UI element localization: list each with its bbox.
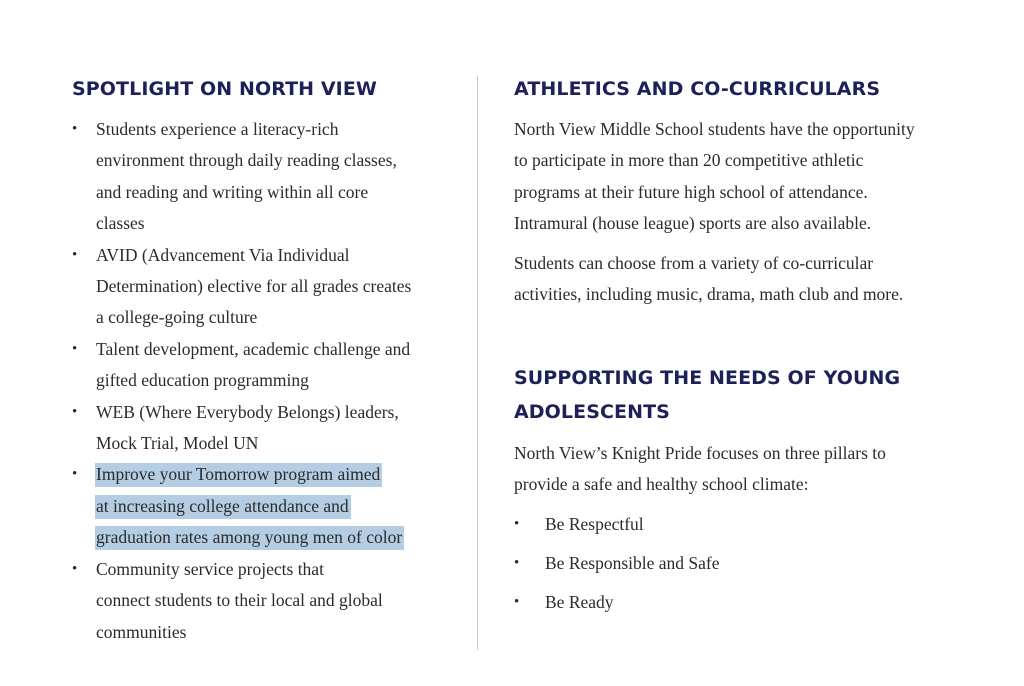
pillar-item bbox=[514, 509, 719, 539]
text-selection-highlight[interactable]: graduation rates among young men of color bbox=[95, 526, 404, 550]
list-item-line: environment through daily reading classes, bbox=[96, 150, 397, 171]
pillar-item bbox=[514, 587, 719, 617]
list-item bbox=[72, 114, 452, 240]
list-item bbox=[72, 240, 452, 334]
list-item-line: Talent development, academic challenge and bbox=[96, 338, 411, 359]
paragraph-line: to participate in more than 20 competitive athletic bbox=[514, 150, 864, 171]
athletics-heading: ATHLETICS AND CO-CURRICULARS bbox=[514, 78, 881, 100]
list-item-highlighted[interactable] bbox=[72, 459, 452, 553]
bullet-icon: • bbox=[514, 594, 520, 610]
heading-line: SUPPORTING THE NEEDS OF YOUNG bbox=[514, 367, 901, 389]
list-item-line: Determination) elective for all grades creates bbox=[96, 276, 412, 297]
list-item-line: connect students to their local and global bbox=[96, 590, 383, 611]
list-item-line: Students experience a literacy-rich bbox=[96, 119, 339, 139]
paragraph-line: provide a safe and healthy school climate: bbox=[514, 474, 809, 495]
list-item-line: communities bbox=[96, 621, 187, 642]
list-item-line[interactable] bbox=[96, 491, 452, 522]
bullet-icon: • bbox=[72, 560, 78, 577]
column-divider bbox=[477, 76, 478, 650]
athletics-paragraph-2 bbox=[514, 248, 903, 311]
list-item bbox=[72, 334, 452, 397]
supporting-heading bbox=[514, 361, 900, 429]
list-item-line: Community service projects that bbox=[96, 558, 324, 579]
spotlight-heading: SPOTLIGHT ON NORTH VIEW bbox=[72, 78, 377, 100]
pillar-item bbox=[514, 548, 719, 578]
list-item-line: a college-going culture bbox=[96, 307, 258, 328]
pillars-list bbox=[514, 509, 719, 626]
paragraph-line: Students can choose from a variety of co-curricular bbox=[514, 253, 874, 273]
paragraph-line: activities, including music, drama, math club and more. bbox=[514, 284, 904, 305]
spotlight-list bbox=[72, 114, 452, 648]
paragraph-line: programs at their future high school of attendance. bbox=[514, 181, 868, 202]
paragraph-line: Intramural (house league) sports are also available. bbox=[514, 213, 872, 234]
bullet-icon: • bbox=[72, 246, 78, 263]
list-item bbox=[72, 554, 452, 648]
heading-line: ADOLESCENTS bbox=[514, 401, 670, 423]
bullet-icon: • bbox=[72, 121, 78, 137]
paragraph-line: North View’s Knight Pride focuses on three pillars to bbox=[514, 443, 886, 463]
list-item-line[interactable] bbox=[96, 522, 452, 553]
list-item-line: Mock Trial, Model UN bbox=[96, 433, 259, 454]
list-item-line: WEB (Where Everybody Belongs) leaders, bbox=[96, 401, 399, 422]
paragraph-line: North View Middle School students have the opportunity bbox=[514, 119, 915, 139]
supporting-intro bbox=[514, 438, 886, 501]
bullet-icon: • bbox=[72, 403, 78, 420]
pillar-label: Be Responsible and Safe bbox=[545, 553, 720, 573]
list-item-line: classes bbox=[96, 213, 145, 234]
list-item-line: AVID (Advancement Via Individual bbox=[96, 244, 350, 265]
bullet-icon: • bbox=[72, 466, 78, 483]
bullet-icon: • bbox=[514, 516, 520, 532]
list-item-line[interactable] bbox=[96, 459, 452, 490]
list-item-line: and reading and writing within all core bbox=[96, 181, 369, 202]
list-item-line: gifted education programming bbox=[96, 370, 309, 391]
pillar-label: Be Ready bbox=[545, 592, 614, 612]
pillar-label: Be Respectful bbox=[545, 514, 644, 534]
text-selection-highlight[interactable]: at increasing college attendance and bbox=[95, 495, 351, 519]
text-selection-highlight[interactable]: Improve your Tomorrow program aimed bbox=[95, 463, 382, 487]
bullet-icon: • bbox=[72, 340, 78, 357]
bullet-icon: • bbox=[514, 555, 520, 571]
athletics-paragraph-1 bbox=[514, 114, 915, 240]
list-item bbox=[72, 397, 452, 460]
